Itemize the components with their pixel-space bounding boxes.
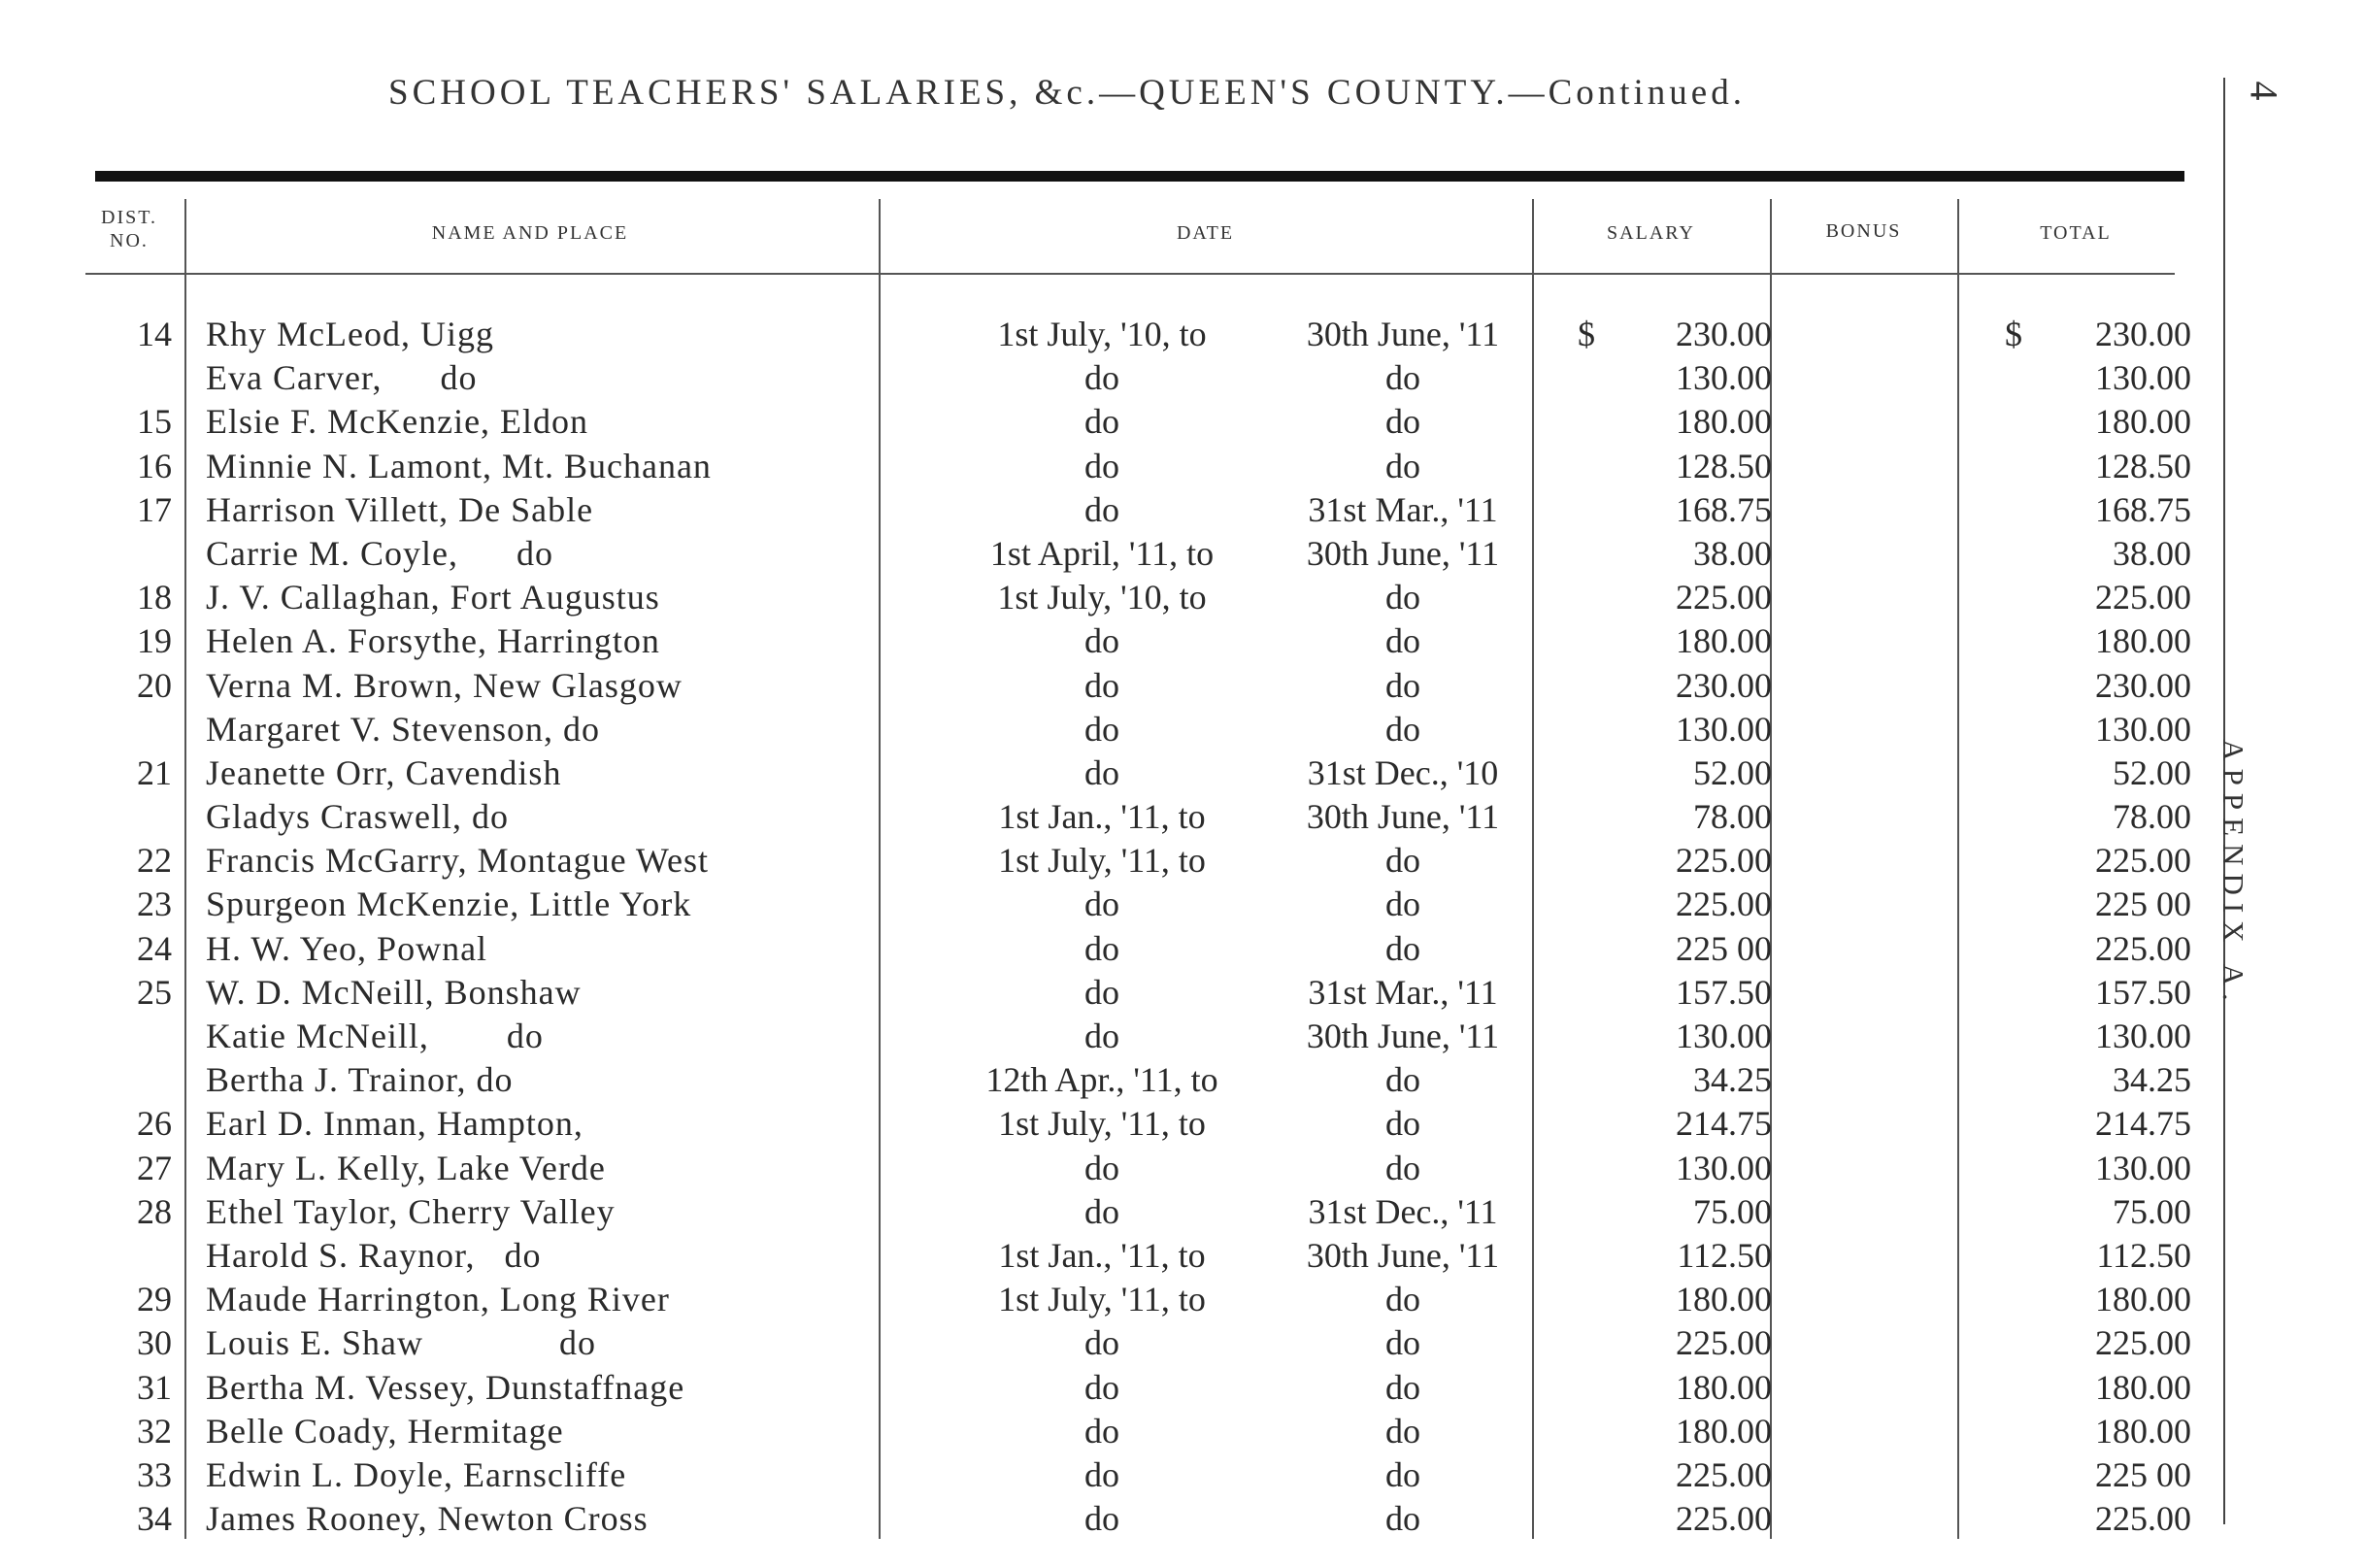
date-from: do bbox=[1084, 358, 1119, 398]
salary-value: 168.75 bbox=[1676, 489, 1772, 529]
salary-value: 34.25 bbox=[1693, 1060, 1772, 1100]
name-and-place: Gladys Craswell, do bbox=[206, 797, 509, 837]
salary-value: 38.00 bbox=[1693, 533, 1772, 573]
total-value: 225.00 bbox=[2095, 841, 2191, 881]
name-and-place: Harrison Villett, De Sable bbox=[206, 489, 594, 529]
name-and-place: Bertha J. Trainor, do bbox=[206, 1060, 514, 1100]
salary-value: 75.00 bbox=[1693, 1191, 1772, 1231]
date-to: do bbox=[1385, 358, 1420, 398]
total-value: 130.00 bbox=[2095, 709, 2191, 749]
table-row bbox=[0, 1147, 2366, 1190]
name-and-place: James Rooney, Newton Cross bbox=[206, 1499, 649, 1539]
column-header-dist-line2: NO. bbox=[110, 230, 149, 251]
date-from: do bbox=[1084, 1499, 1119, 1539]
total-value: 78.00 bbox=[2113, 797, 2191, 837]
name-and-place: Verna M. Brown, New Glasgow bbox=[206, 665, 683, 705]
table-row bbox=[0, 576, 2366, 619]
total-value: 180.00 bbox=[2095, 621, 2191, 661]
column-header-total: TOTAL bbox=[2040, 222, 2112, 244]
table-row bbox=[0, 488, 2366, 532]
name-and-place: Minnie N. Lamont, Mt. Buchanan bbox=[206, 446, 712, 485]
salary-value: 128.50 bbox=[1676, 446, 1772, 485]
date-to: do bbox=[1385, 621, 1420, 661]
salary-value: 52.00 bbox=[1693, 752, 1772, 792]
salary-value: 180.00 bbox=[1676, 1411, 1772, 1451]
dist-number: 34 bbox=[137, 1499, 172, 1539]
date-from: do bbox=[1084, 972, 1119, 1012]
table-row bbox=[0, 1410, 2366, 1453]
date-from: do bbox=[1084, 928, 1119, 968]
table-row bbox=[0, 400, 2366, 444]
column-header-name: NAME AND PLACE bbox=[431, 222, 629, 244]
date-to: do bbox=[1385, 1499, 1420, 1539]
date-from: do bbox=[1084, 621, 1119, 661]
dist-number: 23 bbox=[137, 884, 172, 924]
name-and-place: Eva Carver, do bbox=[206, 358, 478, 398]
column-header-salary: SALARY bbox=[1607, 222, 1695, 244]
date-to: do bbox=[1385, 446, 1420, 485]
top-heavy-rule bbox=[95, 171, 2184, 182]
name-and-place: Katie McNeill, do bbox=[206, 1017, 544, 1055]
name-and-place: Harold S. Raynor, do bbox=[206, 1235, 542, 1275]
salary-value: 230.00 bbox=[1676, 315, 1772, 353]
total-value: 225.00 bbox=[2095, 928, 2191, 968]
date-from: do bbox=[1084, 1367, 1119, 1407]
date-to: 30th June, '11 bbox=[1306, 797, 1500, 837]
salary-value: 180.00 bbox=[1676, 1367, 1772, 1407]
name-and-place: Earl D. Inman, Hampton, bbox=[206, 1104, 583, 1144]
salary-value: 130.00 bbox=[1676, 358, 1772, 398]
table-row bbox=[0, 1497, 2366, 1541]
name-and-place: Helen A. Forsythe, Harrington bbox=[206, 621, 660, 661]
total-value: 214.75 bbox=[2095, 1104, 2191, 1144]
salary-value: 130.00 bbox=[1676, 709, 1772, 749]
date-to: do bbox=[1385, 1367, 1420, 1407]
salary-value: 157.50 bbox=[1676, 972, 1772, 1012]
total-value: 168.75 bbox=[2095, 489, 2191, 529]
dist-number: 28 bbox=[137, 1191, 172, 1231]
table-row bbox=[0, 356, 2366, 400]
date-to: 30th June, '11 bbox=[1306, 315, 1500, 353]
date-to: do bbox=[1385, 1148, 1420, 1187]
date-to: do bbox=[1385, 578, 1420, 617]
date-from: do bbox=[1084, 1148, 1119, 1187]
salary-value: 112.50 bbox=[1677, 1235, 1772, 1275]
name-and-place: Elsie F. McKenzie, Eldon bbox=[206, 402, 589, 442]
total-value: 180.00 bbox=[2095, 1280, 2191, 1319]
salary-value: 230.00 bbox=[1676, 665, 1772, 705]
date-to: do bbox=[1385, 1323, 1420, 1363]
name-and-place: Bertha M. Vessey, Dunstaffnage bbox=[206, 1367, 685, 1407]
date-to: do bbox=[1385, 709, 1420, 749]
date-to: 30th June, '11 bbox=[1306, 1017, 1500, 1055]
date-from: do bbox=[1084, 446, 1119, 485]
date-from: 1st July, '11, to bbox=[998, 1104, 1206, 1144]
table-row bbox=[0, 1453, 2366, 1497]
salary-value: 225.00 bbox=[1676, 841, 1772, 881]
date-from: do bbox=[1084, 1323, 1119, 1363]
dist-number: 32 bbox=[137, 1411, 172, 1451]
salary-value: 225.00 bbox=[1676, 1499, 1772, 1539]
name-and-place: Belle Coady, Hermitage bbox=[206, 1411, 564, 1451]
dist-number: 26 bbox=[137, 1104, 172, 1144]
date-from: 12th Apr., '11, to bbox=[985, 1060, 1218, 1100]
name-and-place: J. V. Callaghan, Fort Augustus bbox=[206, 578, 660, 617]
salary-value: 225.00 bbox=[1676, 578, 1772, 617]
table-row bbox=[0, 927, 2366, 971]
name-and-place: Maude Harrington, Long River bbox=[206, 1280, 670, 1319]
salary-value: 130.00 bbox=[1676, 1148, 1772, 1187]
total-value: 130.00 bbox=[2095, 1148, 2191, 1187]
total-value: 180.00 bbox=[2095, 402, 2191, 442]
date-from: do bbox=[1084, 1017, 1119, 1055]
date-from: do bbox=[1084, 489, 1119, 529]
name-and-place: Carrie M. Coyle, do bbox=[206, 533, 553, 573]
total-value: 52.00 bbox=[2113, 752, 2191, 792]
dist-number: 18 bbox=[137, 578, 172, 617]
date-from: 1st April, '11, to bbox=[989, 533, 1215, 573]
table-row bbox=[0, 883, 2366, 926]
name-and-place: Louis E. Shaw do bbox=[206, 1323, 596, 1363]
page-title: SCHOOL TEACHERS' SALARIES, &c.—QUEEN'S COUNTY.—Continued. bbox=[388, 73, 1746, 113]
column-header-bonus: BONUS bbox=[1825, 220, 1902, 242]
appendix-label: APPENDIX A. bbox=[2216, 739, 2250, 1009]
salary-ledger bbox=[0, 313, 2366, 1541]
table-row bbox=[0, 1102, 2366, 1146]
date-from: 1st Jan., '11, to bbox=[998, 1235, 1206, 1275]
total-value: 230.00 bbox=[2095, 315, 2191, 353]
dist-number: 27 bbox=[137, 1148, 172, 1187]
column-header-date: DATE bbox=[1176, 222, 1235, 244]
total-value: 130.00 bbox=[2095, 1017, 2191, 1055]
date-to: do bbox=[1385, 1280, 1420, 1319]
date-to: do bbox=[1385, 665, 1420, 705]
salary-value: 78.00 bbox=[1693, 797, 1772, 837]
total-value: 34.25 bbox=[2113, 1060, 2191, 1100]
dist-number: 20 bbox=[137, 665, 172, 705]
date-from: 1st July, '10, to bbox=[997, 315, 1207, 353]
table-row bbox=[0, 708, 2366, 751]
date-from: 1st July, '11, to bbox=[998, 1280, 1206, 1319]
total-value: 130.00 bbox=[2095, 358, 2191, 398]
name-and-place: H. W. Yeo, Pownal bbox=[206, 928, 488, 968]
date-to: 31st Dec., '11 bbox=[1308, 1191, 1498, 1231]
total-value: 225.00 bbox=[2095, 1499, 2191, 1539]
name-and-place: Spurgeon McKenzie, Little York bbox=[206, 884, 692, 924]
date-from: 1st July, '10, to bbox=[997, 578, 1207, 617]
date-from: do bbox=[1084, 1191, 1119, 1231]
date-to: do bbox=[1385, 1104, 1420, 1144]
name-and-place: Francis McGarry, Montague West bbox=[206, 841, 709, 881]
dist-number: 30 bbox=[137, 1323, 172, 1363]
total-value: 38.00 bbox=[2113, 533, 2191, 573]
total-value: 157.50 bbox=[2095, 972, 2191, 1012]
table-row bbox=[0, 313, 2366, 356]
total-value: 230.00 bbox=[2095, 665, 2191, 705]
dist-number: 15 bbox=[137, 402, 172, 442]
dist-number: 14 bbox=[137, 315, 172, 353]
date-from: do bbox=[1084, 402, 1119, 442]
date-to: do bbox=[1385, 402, 1420, 442]
salary-value: 225.00 bbox=[1676, 1454, 1772, 1494]
total-value: 75.00 bbox=[2113, 1191, 2191, 1231]
total-value: 112.50 bbox=[2096, 1235, 2191, 1275]
date-from: do bbox=[1084, 884, 1119, 924]
name-and-place: Margaret V. Stevenson, do bbox=[206, 709, 600, 749]
date-to: do bbox=[1385, 841, 1420, 881]
date-to: 31st Mar., '11 bbox=[1308, 972, 1498, 1012]
dist-number: 25 bbox=[137, 972, 172, 1012]
name-and-place: Edwin L. Doyle, Earnscliffe bbox=[206, 1454, 627, 1494]
table-row bbox=[0, 1058, 2366, 1102]
name-and-place: W. D. McNeill, Bonshaw bbox=[206, 972, 582, 1012]
dist-number: 19 bbox=[137, 621, 172, 661]
salary-value: 225.00 bbox=[1676, 884, 1772, 924]
dist-number: 17 bbox=[137, 489, 172, 529]
salary-dollar-sign: $ bbox=[1578, 315, 1595, 353]
dist-number: 31 bbox=[137, 1367, 172, 1407]
date-to: do bbox=[1385, 1060, 1420, 1100]
total-value: 225 00 bbox=[2095, 884, 2191, 924]
date-to: 30th June, '11 bbox=[1306, 533, 1500, 573]
date-from: 1st July, '11, to bbox=[998, 841, 1206, 881]
dist-number: 24 bbox=[137, 928, 172, 968]
salary-value: 180.00 bbox=[1676, 1280, 1772, 1319]
date-to: do bbox=[1385, 1411, 1420, 1451]
table-row bbox=[0, 619, 2366, 663]
total-value: 225 00 bbox=[2095, 1454, 2191, 1494]
total-value: 225.00 bbox=[2095, 1323, 2191, 1363]
name-and-place: Mary L. Kelly, Lake Verde bbox=[206, 1148, 606, 1187]
total-value: 225.00 bbox=[2095, 578, 2191, 617]
table-row bbox=[0, 1366, 2366, 1410]
date-from: do bbox=[1084, 1454, 1119, 1494]
table-row bbox=[0, 1015, 2366, 1058]
date-from: 1st Jan., '11, to bbox=[998, 797, 1206, 837]
total-value: 128.50 bbox=[2095, 446, 2191, 485]
salary-value: 225 00 bbox=[1676, 928, 1772, 968]
salary-value: 180.00 bbox=[1676, 402, 1772, 442]
table-row bbox=[0, 971, 2366, 1015]
name-and-place: Rhy McLeod, Uigg bbox=[206, 315, 494, 353]
table-row bbox=[0, 751, 2366, 795]
table-row bbox=[0, 1190, 2366, 1234]
table-row bbox=[0, 445, 2366, 488]
date-from: do bbox=[1084, 1411, 1119, 1451]
header-rule bbox=[85, 273, 2175, 275]
date-to: 30th June, '11 bbox=[1306, 1235, 1500, 1275]
table-row bbox=[0, 532, 2366, 576]
table-row bbox=[0, 664, 2366, 708]
table-row bbox=[0, 1278, 2366, 1321]
dist-number: 33 bbox=[137, 1454, 172, 1494]
column-header-dist bbox=[95, 206, 163, 252]
salary-value: 180.00 bbox=[1676, 621, 1772, 661]
table-row bbox=[0, 1234, 2366, 1278]
total-value: 180.00 bbox=[2095, 1411, 2191, 1451]
date-to: 31st Dec., '10 bbox=[1307, 752, 1499, 792]
date-from: do bbox=[1084, 709, 1119, 749]
table-row bbox=[0, 795, 2366, 839]
salary-value: 225.00 bbox=[1676, 1323, 1772, 1363]
dist-number: 21 bbox=[137, 752, 172, 792]
date-from: do bbox=[1084, 752, 1119, 792]
page-number: 4 bbox=[2242, 81, 2286, 101]
date-to: do bbox=[1385, 884, 1420, 924]
dist-number: 29 bbox=[137, 1280, 172, 1319]
total-value: 180.00 bbox=[2095, 1367, 2191, 1407]
dist-number: 22 bbox=[137, 841, 172, 881]
dist-number: 16 bbox=[137, 446, 172, 485]
date-to: do bbox=[1385, 1454, 1420, 1494]
date-to: 31st Mar., '11 bbox=[1308, 489, 1498, 529]
date-to: do bbox=[1385, 928, 1420, 968]
column-header-dist-line1: DIST. bbox=[101, 207, 157, 228]
salary-value: 214.75 bbox=[1676, 1104, 1772, 1144]
table-row bbox=[0, 1321, 2366, 1365]
salary-value: 130.00 bbox=[1676, 1017, 1772, 1055]
total-dollar-sign: $ bbox=[2005, 315, 2022, 353]
name-and-place: Jeanette Orr, Cavendish bbox=[206, 752, 562, 792]
name-and-place: Ethel Taylor, Cherry Valley bbox=[206, 1191, 616, 1231]
table-row bbox=[0, 839, 2366, 883]
date-from: do bbox=[1084, 665, 1119, 705]
